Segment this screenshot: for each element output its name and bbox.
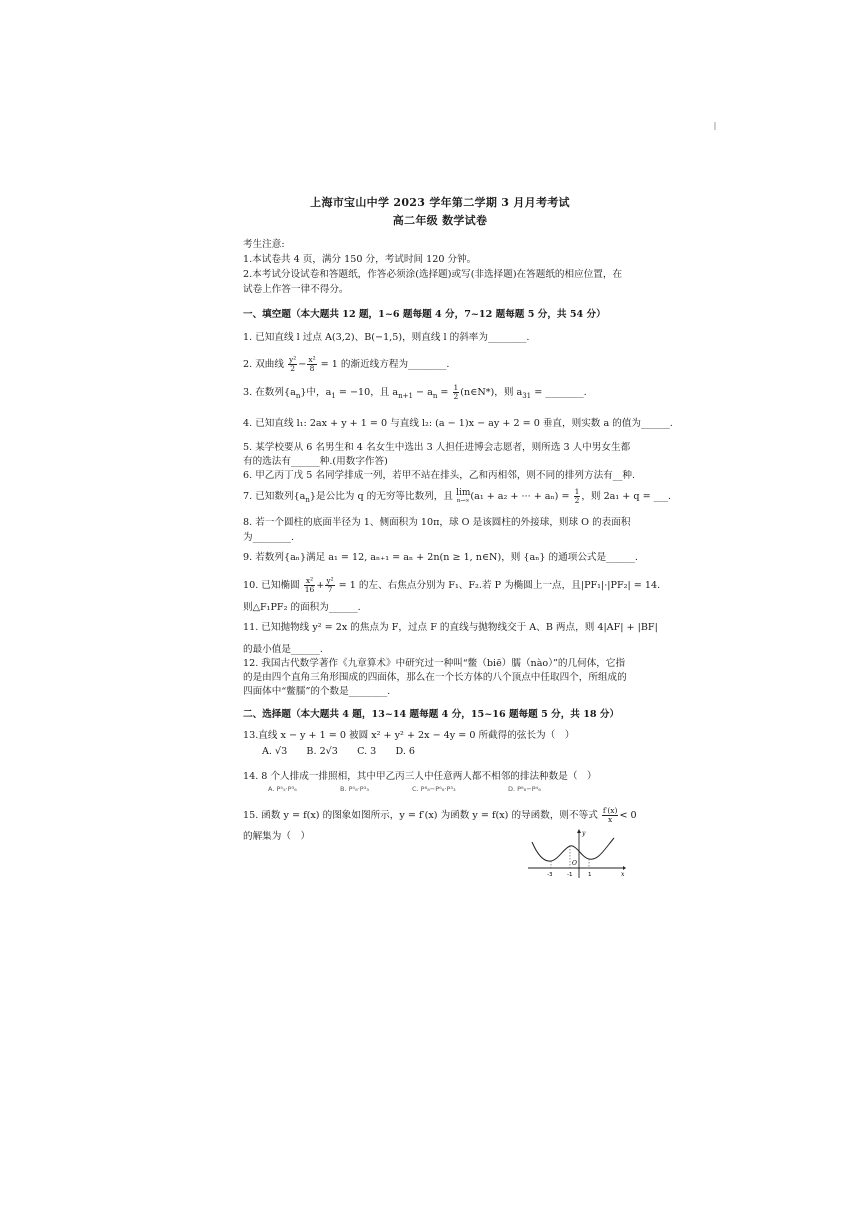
question-11-line-2: 的最小值是______. <box>243 644 323 655</box>
q3-part-3: = −10，且 a <box>335 387 399 398</box>
question-4: 4. 已知直线 l₁: 2ax + y + 1 = 0 与直线 l₂: (a − 1)x − ay + 2 = 0 垂直，则实数 a 的值为______. <box>243 418 673 429</box>
q15-frac-num: f′(x) <box>602 806 618 815</box>
question-2: 2. 双曲线 $\frac{\text{y²}}{2}$ − $\frac{\text{x²}}{8}$ = 1 的渐近线方程为________. <box>243 355 450 373</box>
tick-minus1: -1 <box>567 872 573 878</box>
q7-frac: $\frac{1}{2}$ <box>574 487 580 505</box>
question-10-line-2: 则△F₁PF₂ 的面积为______. <box>243 602 361 613</box>
q3-part-7: = ________. <box>531 387 587 398</box>
q15-inequality: < 0 <box>619 810 637 821</box>
q14-option-d: D. P⁸₈−P⁴₆ <box>508 785 541 793</box>
y-axis-label: y <box>582 830 586 837</box>
q2-frac-2: $\frac{\text{x²}}{8}$ <box>308 355 316 373</box>
q3-frac: $\frac{1}{2}$ <box>453 383 459 401</box>
q14-option-a: A. P⁵₅·P³₆ <box>268 785 297 793</box>
question-15-line-2: 的解集为（ ） <box>243 831 311 842</box>
x-axis-arrow <box>623 866 626 870</box>
q2-suffix: = 1 的渐近线方程为________. <box>320 359 450 370</box>
exam-grade-title: 高二年级 数学试卷 <box>392 214 488 227</box>
q2-prefix: 2. 双曲线 <box>243 359 284 370</box>
notice-item-3: 试卷上作答一律不得分。 <box>243 284 349 295</box>
question-3: 3. 在数列$\{a_n\}$中，$a_1 = -10$，且 $a_{n+1} - a_n$ = $\frac{1}{2}$ (n∈N*)，则 $a_{31}$ = ________. <box>243 383 587 401</box>
q3-part-2: }中，a <box>300 387 332 398</box>
q7-lim-sub: n→∞ <box>456 497 470 504</box>
q3-part-1: 3. 在数列{a <box>243 387 296 398</box>
x-axis-label: x <box>621 871 625 878</box>
notice-item-1: 1.本试卷共 4 页，满分 150 分，考试时间 120 分钟。 <box>243 254 477 265</box>
q15-frac-den: x <box>608 815 613 824</box>
question-11-line-1: 11. 已知抛物线 y² = 2x 的焦点为 F，过点 F 的直线与抛物线交于 A、B 两点，则 4|AF| + |BF| <box>243 622 658 633</box>
q7-limit <box>456 489 470 505</box>
question-8-line-2: 为________. <box>243 532 295 543</box>
q7-lim-text: lim <box>456 487 471 498</box>
q10-prefix: 10. 已知椭圆 <box>243 580 300 591</box>
question-12-line-2: 的是由四个直角三角形围成的四面体，那么在一个长方体的八个顶点中任取四个，所组成的 <box>243 672 627 683</box>
notice-item-2: 2.本考试分设试卷和答题纸，作答必须涂(选择题)或写(非选择题)在答题纸的相应位置，在 <box>243 269 623 280</box>
notice-heading: 考生注意: <box>243 239 285 250</box>
tick-1: 1 <box>588 872 592 878</box>
question-10-line-1: 10. 已知椭圆 $\frac{\text{x²}}{16}$ + $\frac{\text{y²}}{7}$ = 1 的左、右焦点分别为 F₁、F₂.若 P 为椭圆上一点，且|PF₁|·|PF₂| = 14. <box>243 576 661 594</box>
q10-frac-2: $\frac{\text{y²}}{7}$ <box>326 576 334 594</box>
question-6: 6. 甲乙丙丁戊 5 名同学排成一列，若甲不站在排头，乙和丙相邻，则不同的排列方法有__种. <box>243 470 636 481</box>
q15-text: 15. 函数 y = f(x) 的图象如图所示，y = f′(x) 为函数 y = f(x) 的导函数，则不等式 <box>243 810 598 821</box>
question-15-line-1 <box>243 807 637 824</box>
question-14: 14. 8 个人排成一排照相，其中甲乙丙三人中任意两人都不相邻的排法种数是（ ） <box>243 771 597 782</box>
q14-option-b: B. P⁵₈·P³₃ <box>340 785 369 793</box>
function-graph <box>526 828 626 880</box>
question-13-options: A. √3 B. 2√3 C. 3 D. 6 <box>262 746 416 757</box>
question-1: 1. 已知直线 l 过点 A(3,2)、B(−1,5)，则直线 l 的斜率为________. <box>243 332 530 343</box>
q7-part-3: (a₁ + a₂ + ··· + aₙ) = <box>470 491 570 502</box>
tick-minus3: -3 <box>547 872 553 878</box>
q7-part-1: 7. 已知数列{a <box>243 491 306 502</box>
section-2-heading: 二、选择题（本大题共 4 题，13~14 题每题 4 分，15~16 题每题 5 分，共 18 分） <box>243 709 620 720</box>
question-5-line-2: 有的选法有______种.(用数字作答) <box>243 456 388 467</box>
q10-frac-1: $\frac{\text{x²}}{16}$ <box>304 576 315 594</box>
curve <box>532 838 614 861</box>
q3-part-4: − a <box>412 387 433 398</box>
question-12-line-3: 四面体中“鳖臑”的个数是________. <box>243 686 391 697</box>
q7-part-4: ，则 2a₁ + q = ___. <box>581 491 672 502</box>
origin-label: O <box>572 860 577 867</box>
q3-part-5: = <box>437 387 449 398</box>
scan-mark <box>714 122 716 130</box>
question-7: 7. 已知数列$\{a_n\}$是公比为 q 的无穷等比数列，且 lim n→∞ (a₁ + a₂ + ··· + aₙ) = $\frac{1}{2}$ ，则 2a₁ + q = ___. <box>243 487 672 505</box>
question-12-line-1: 12. 我国古代数学著作《九章算术》中研究过一种叫“鳖（biē）臑（nào）”的几何体，它指 <box>243 658 626 669</box>
question-8-line-1: 8. 若一个圆柱的底面半径为 1、侧面积为 10π，球 O 是该圆柱的外接球，则球 O 的表面积 <box>243 517 631 528</box>
question-9: 9. 若数列{aₙ}满足 a₁ = 12, aₙ₊₁ = aₙ + 2n(n ≥ 1, n∈N)，则 {aₙ} 的通项公式是______. <box>243 552 638 563</box>
q7-part-2: }是公比为 q 的无穷等比数列，且 <box>309 491 453 502</box>
q10-suffix: = 1 的左、右焦点分别为 F₁、F₂.若 P 为椭圆上一点，且|PF₁|·|PF₂| = 14. <box>338 580 661 591</box>
exam-school-title: 上海市宝山中学 2023 学年第二学期 3 月月考考试 <box>310 196 570 209</box>
y-axis-arrow <box>577 829 581 833</box>
q2-frac-1: $\frac{\text{y²}}{2}$ <box>289 355 297 373</box>
q15-frac <box>602 807 619 824</box>
section-1-heading: 一、填空题（本大题共 12 题，1~6 题每题 4 分，7~12 题每题 5 分，共 54 分） <box>243 309 606 320</box>
question-13: 13.直线 x − y + 1 = 0 被圆 x² + y² + 2x − 4y = 0 所截得的弦长为（ ） <box>243 730 575 741</box>
question-5-line-1: 5. 某学校要从 6 名男生和 4 名女生中选出 3 人担任进博会志愿者，则所选 3 人中男女生都 <box>243 442 631 453</box>
q14-option-c: C. P⁸₈−P⁶₆·P³₃ <box>412 785 456 793</box>
q3-part-6: (n∈N*)，则 a <box>460 387 523 398</box>
